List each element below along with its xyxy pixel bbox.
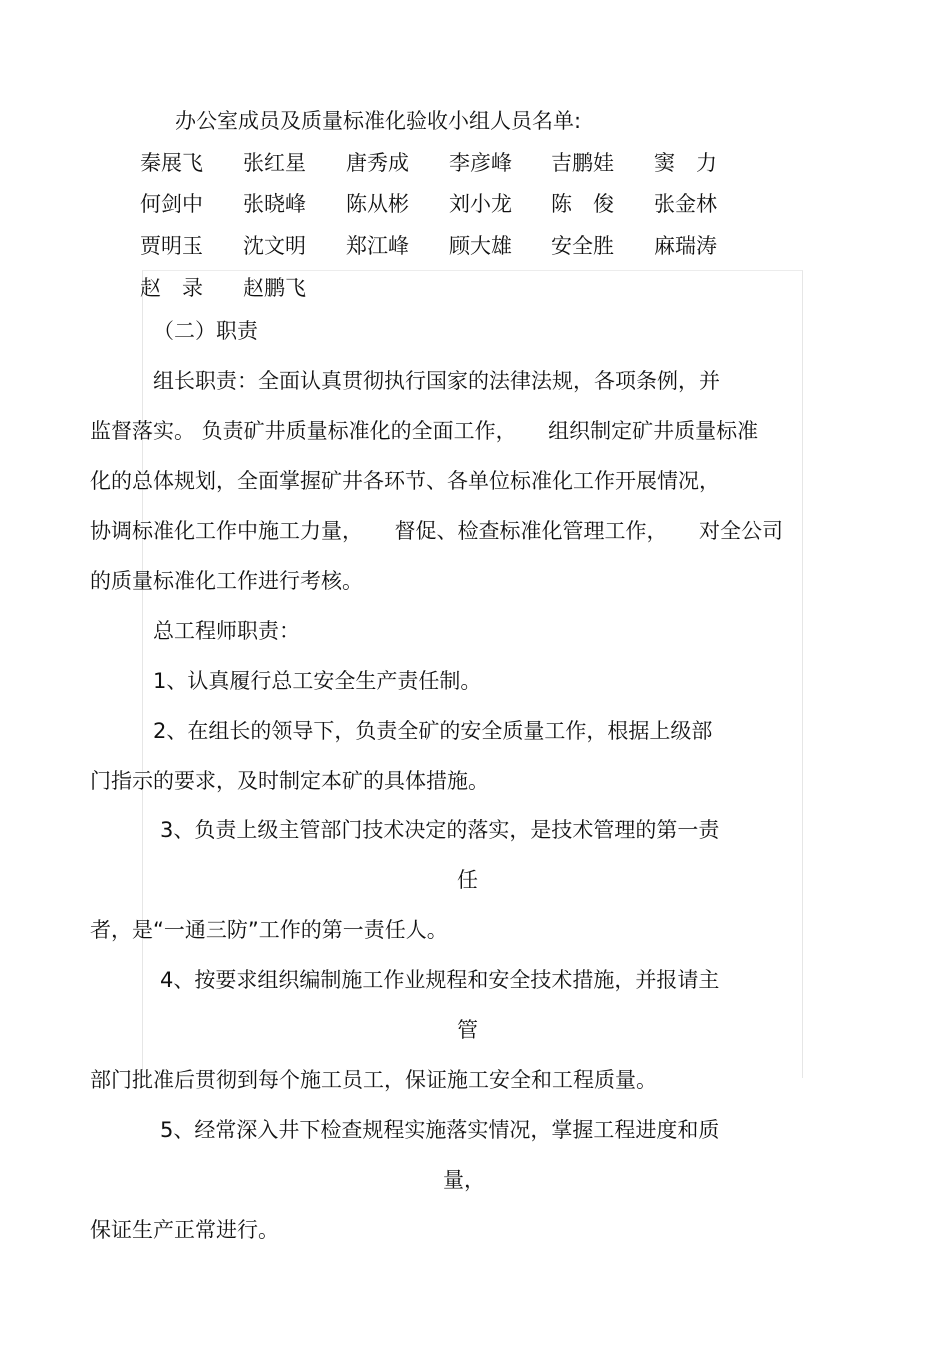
- section-title: （二）职责: [153, 319, 258, 343]
- member-name: 安全胜: [551, 234, 614, 258]
- member-name: 窦 力: [654, 151, 717, 175]
- duty-item-5-line-1: 5、经常深入井下检查规程实施落实情况，掌握工程进度和质: [160, 1118, 720, 1142]
- duty-item-3-line-3: 者，是“一通三防”工作的第一责任人。: [90, 918, 448, 942]
- duty-item-3-line-1: 3、负责上级主管部门技术决定的落实，是技术管理的第一责: [160, 818, 720, 842]
- member-name: 刘小龙: [449, 192, 512, 216]
- member-name: 张金林: [654, 192, 717, 216]
- member-name: 吉鹏娃: [551, 151, 614, 175]
- member-name: 秦展飞: [140, 151, 203, 175]
- leader-duty-line-2: 监督落实。 负责矿井质量标准化的全面工作， 组织制定矿井质量标准: [90, 419, 759, 443]
- member-name: 郑江峰: [346, 234, 409, 258]
- leader-duty-line-1: 组长职责：全面认真贯彻执行国家的法律法规，各项条例，并: [153, 369, 720, 393]
- member-name: 沈文明: [243, 234, 306, 258]
- member-name: 麻瑞涛: [654, 234, 717, 258]
- engineer-duty-title: 总工程师职责：: [153, 619, 300, 643]
- member-name: 唐秀成: [346, 151, 409, 175]
- member-name: 何剑中: [140, 192, 203, 216]
- duty-item-2-line-1: 2、在组长的领导下，负责全矿的安全质量工作，根据上级部: [153, 719, 713, 743]
- duty-item-5-line-3: 保证生产正常进行。: [90, 1218, 279, 1242]
- duty-item-1: 1、认真履行总工安全生产责任制。: [153, 669, 482, 693]
- leader-duty-line-3: 化的总体规划，全面掌握矿井各环节、各单位标准化工作开展情况，: [90, 469, 720, 493]
- member-name: 陈从彬: [346, 192, 409, 216]
- member-list-heading: 办公室成员及质量标准化验收小组人员名单:: [175, 109, 582, 133]
- leader-duty-line-4: 协调标准化工作中施工力量， 督促、检查标准化管理工作， 对全公司: [90, 519, 783, 543]
- member-name: 张红星: [243, 151, 306, 175]
- duty-item-5-line-2: 量，: [443, 1168, 485, 1192]
- member-name: 顾大雄: [449, 234, 512, 258]
- member-name: 陈 俊: [551, 192, 614, 216]
- member-name: 贾明玉: [140, 234, 203, 258]
- member-name: 张晓峰: [243, 192, 306, 216]
- member-name: 赵鹏飞: [243, 276, 306, 300]
- member-name: 李彦峰: [449, 151, 512, 175]
- duty-item-4-line-3: 部门批准后贯彻到每个施工员工，保证施工安全和工程质量。: [90, 1068, 657, 1092]
- leader-duty-line-5: 的质量标准化工作进行考核。: [90, 569, 363, 593]
- duty-item-4-line-2: 管: [457, 1018, 478, 1042]
- member-name: 赵 录: [140, 276, 203, 300]
- duty-item-2-line-2: 门指示的要求，及时制定本矿的具体措施。: [90, 769, 489, 793]
- duty-item-4-line-1: 4、按要求组织编制施工作业规程和安全技术措施，并报请主: [160, 968, 720, 992]
- duty-item-3-line-2: 任: [457, 868, 478, 892]
